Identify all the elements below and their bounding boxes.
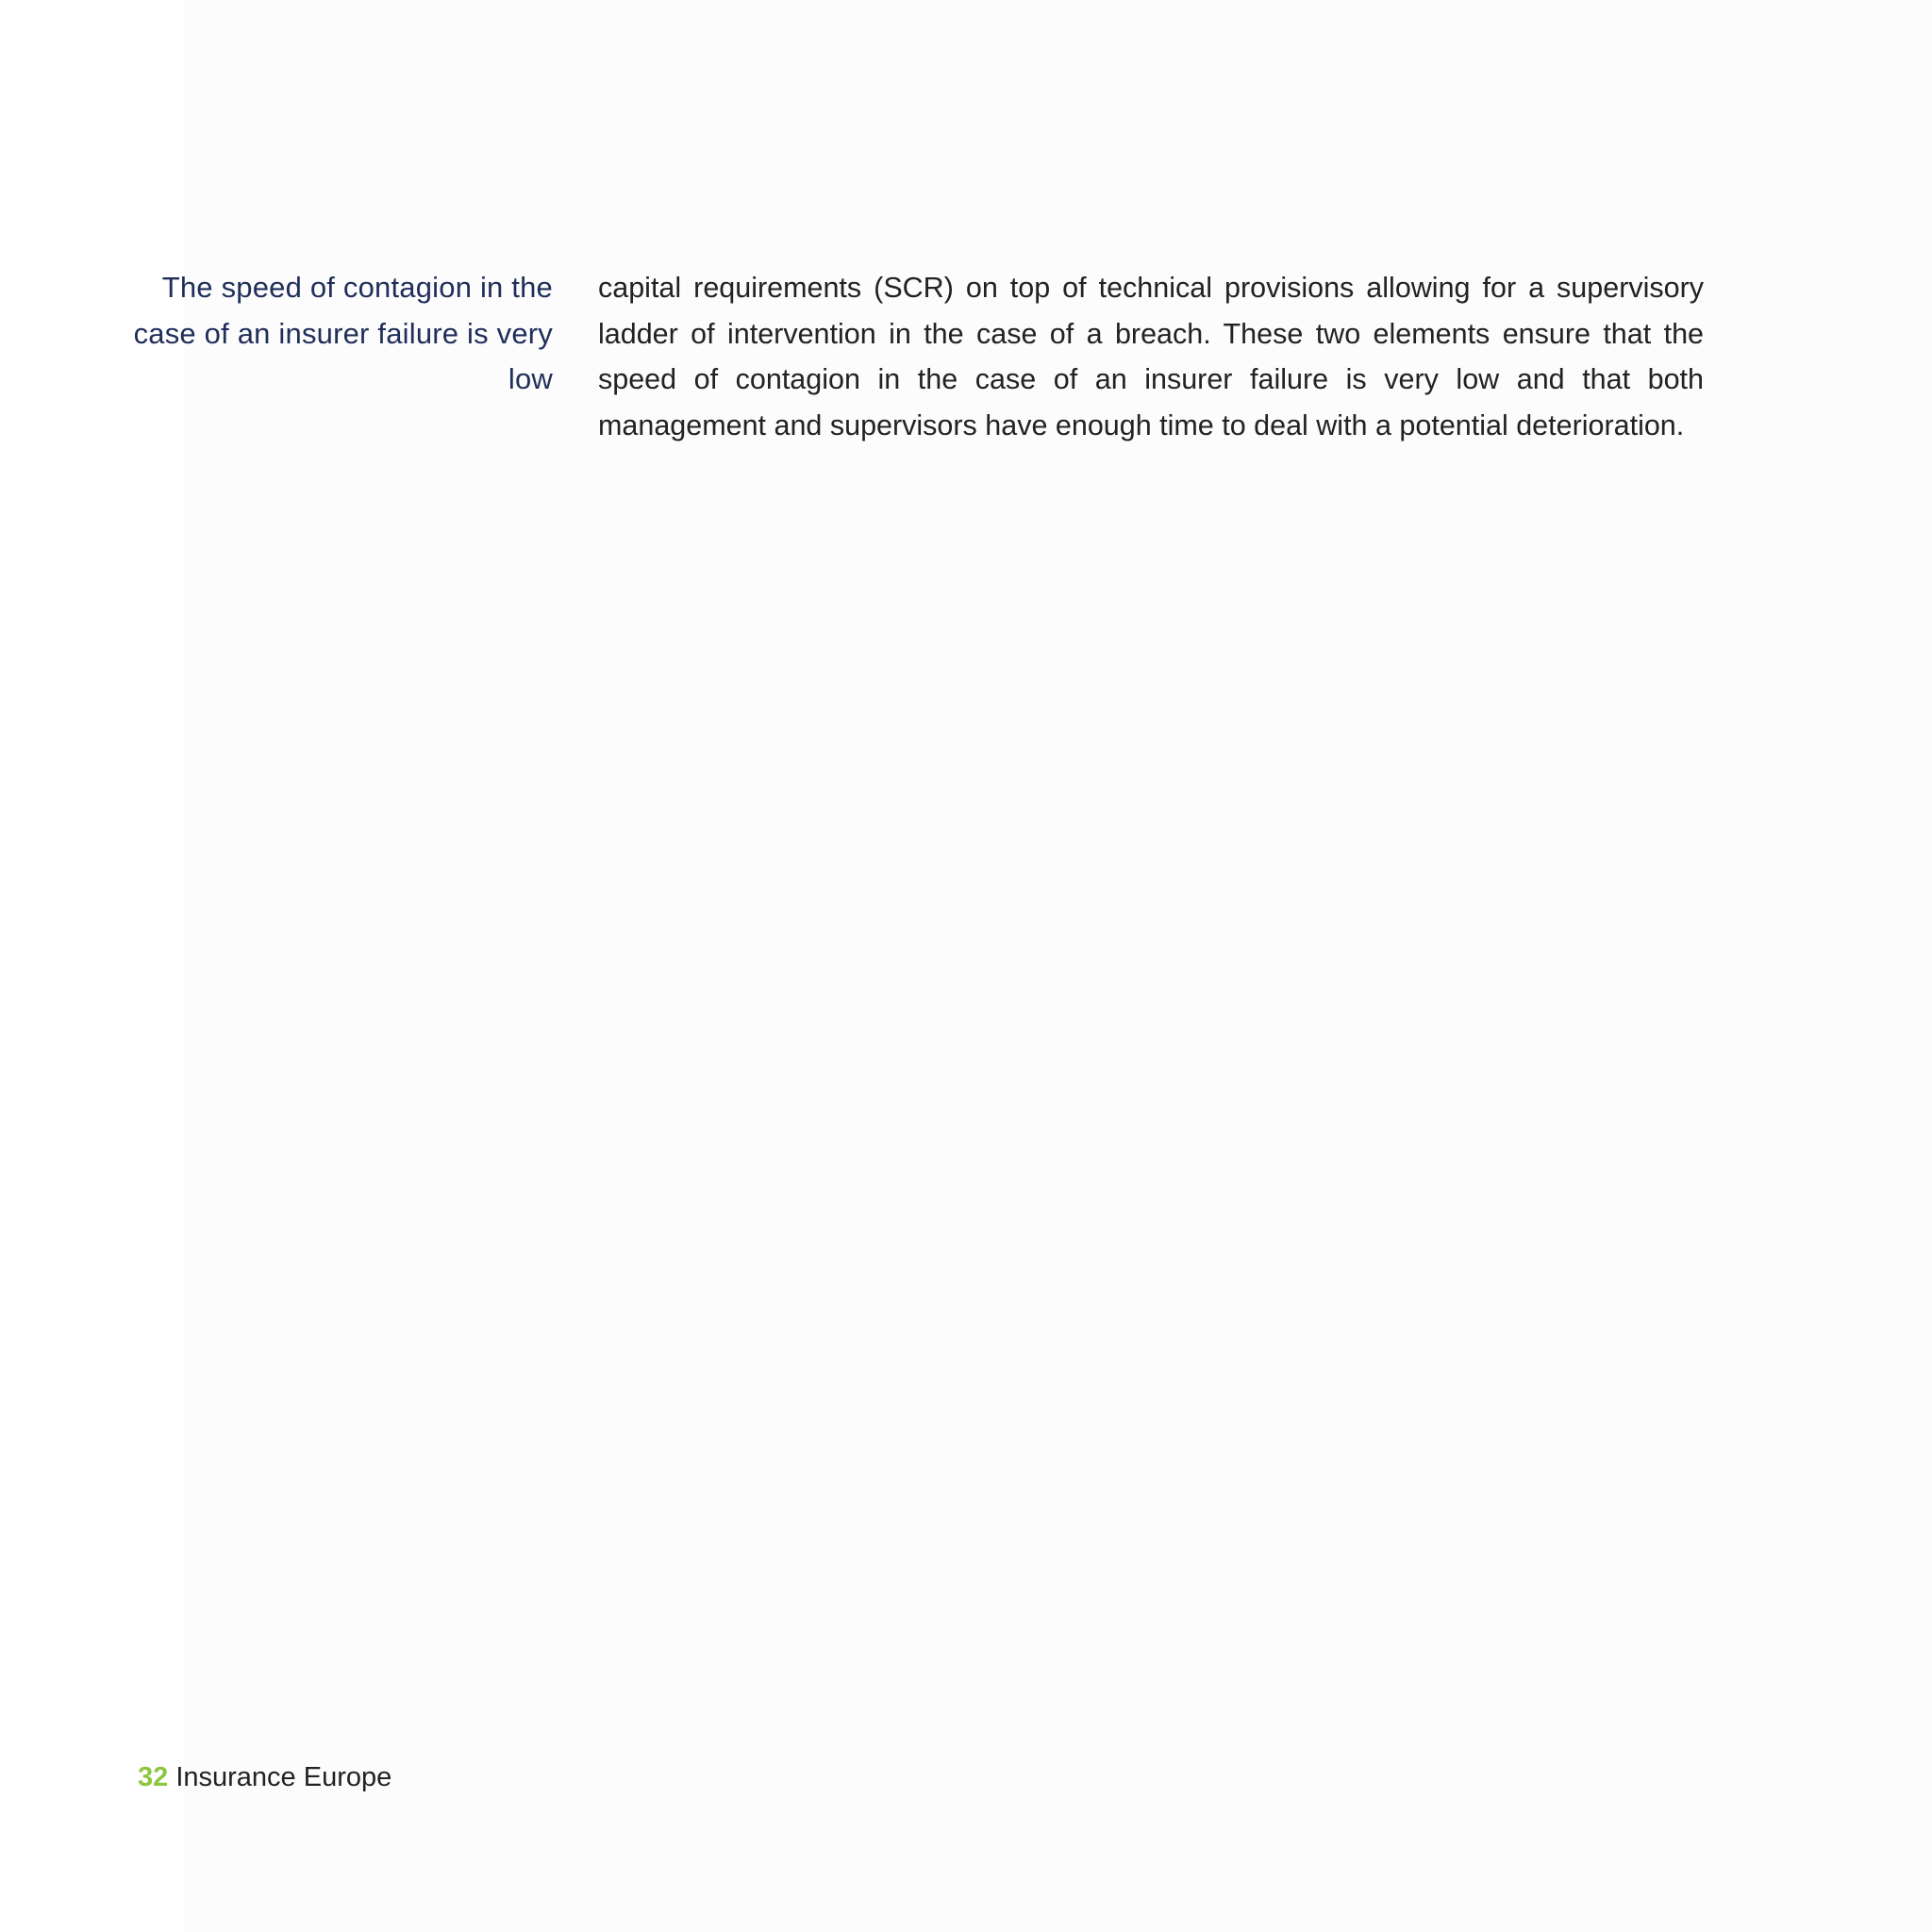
page-footer <box>138 1758 391 1796</box>
body-paragraph: capital requirements (SCR) on top of technical provisions allowing for a supervisory ladder of intervention in the case of a breach. These two elements ensure that the speed of contagion in the case of an insurer failure is very low and that both management and supervisors have enough time to deal with a potential deterioration. <box>598 272 1704 441</box>
page-number: 32 <box>138 1762 169 1792</box>
pull-quote: The speed of contagion in the case of an insurer failure is very low <box>133 271 553 395</box>
publisher-name: Insurance Europe <box>175 1762 392 1792</box>
